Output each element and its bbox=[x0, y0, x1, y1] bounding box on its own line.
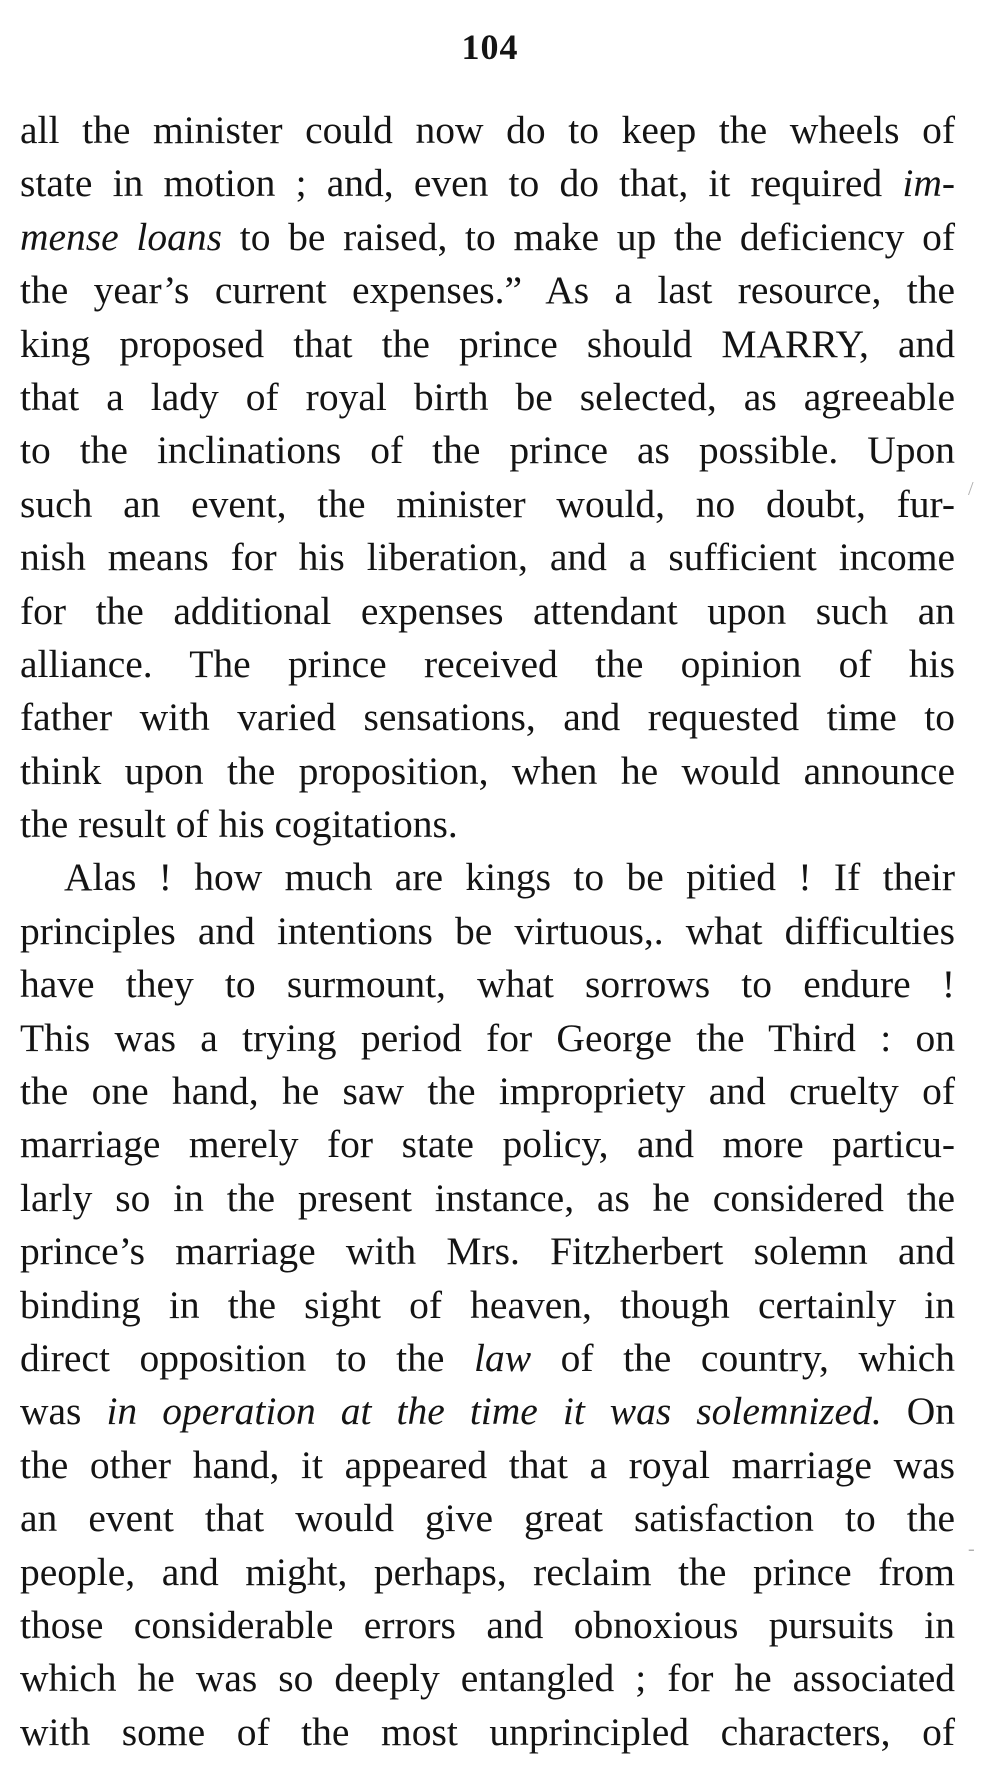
text-line: think upon the proposition, when he would announce bbox=[20, 748, 955, 793]
text-line: have they to surmount, what sorrows to endure ! bbox=[20, 962, 955, 1007]
text-line: which he was so deeply entangled ; for he associated bbox=[20, 1656, 955, 1701]
text-line: marriage merely for state policy, and more particu- bbox=[20, 1122, 955, 1167]
text-line: to the inclinations of the prince as possible. Upon bbox=[20, 428, 955, 473]
text-line: alliance. The prince received the opinion of his bbox=[20, 641, 955, 686]
text-line: the other hand, it appeared that a royal marriage was bbox=[20, 1442, 955, 1487]
text-line: the year’s current expenses.” As a last resource, the bbox=[20, 268, 955, 313]
italic-text: mense loans bbox=[20, 214, 223, 259]
text-line: larly so in the present instance, as he considered the bbox=[20, 1175, 955, 1220]
text-line: such an event, the minister would, no doubt, fur- bbox=[20, 481, 955, 526]
text-line: direct opposition to the law of the country, which bbox=[20, 1335, 955, 1380]
text-line: those considerable errors and obnoxious pursuits in bbox=[20, 1602, 955, 1647]
text-line: prince’s marriage with Mrs. Fitzherbert solemn and bbox=[20, 1229, 955, 1274]
italic-text: in operation at the time it was solemnized. bbox=[106, 1389, 882, 1434]
text-line: mense loans to be raised, to make up the deficiency of bbox=[20, 214, 955, 259]
text-line: nish means for his liberation, and a sufficient income bbox=[20, 535, 955, 580]
text-line: the one hand, he saw the impropriety and cruelty of bbox=[20, 1069, 955, 1114]
text-line: principles and intentions be virtuous,. what difficulties bbox=[20, 908, 955, 953]
text-line: father with varied sensations, and requested time to bbox=[20, 695, 955, 740]
text-line: for the additional expenses attendant upon such an bbox=[20, 588, 955, 633]
text-line: with some of the most unprincipled characters, of bbox=[20, 1709, 955, 1754]
italic-text: law bbox=[473, 1335, 532, 1380]
text-line: that a lady of royal birth be selected, as agreeable bbox=[20, 374, 955, 419]
text-line: This was a trying period for George the Third : on bbox=[20, 1015, 955, 1060]
text-line: the result of his cogitations. bbox=[20, 802, 458, 847]
margin-speck: / bbox=[968, 478, 974, 500]
text-line: was in operation at the time it was solemnized. On bbox=[20, 1389, 955, 1434]
page-number: 104 bbox=[461, 27, 519, 67]
body-text bbox=[20, 104, 955, 1759]
text-line: an event that would give great satisfaction to the bbox=[20, 1496, 955, 1541]
paragraph-start-line: Alas ! how much are kings to be pitied ! If their bbox=[64, 855, 955, 900]
text-line: state in motion ; and, even to do that, it required im- bbox=[20, 161, 955, 206]
margin-speck: - bbox=[968, 1538, 975, 1560]
italic-text: im- bbox=[902, 161, 955, 206]
text-line: binding in the sight of heaven, though certainly in bbox=[20, 1282, 955, 1327]
text-line: king proposed that the prince should MARRY, and bbox=[20, 321, 955, 366]
text-line: people, and might, perhaps, reclaim the prince from bbox=[20, 1549, 955, 1594]
text-line: all the minister could now do to keep the wheels of bbox=[20, 108, 955, 152]
